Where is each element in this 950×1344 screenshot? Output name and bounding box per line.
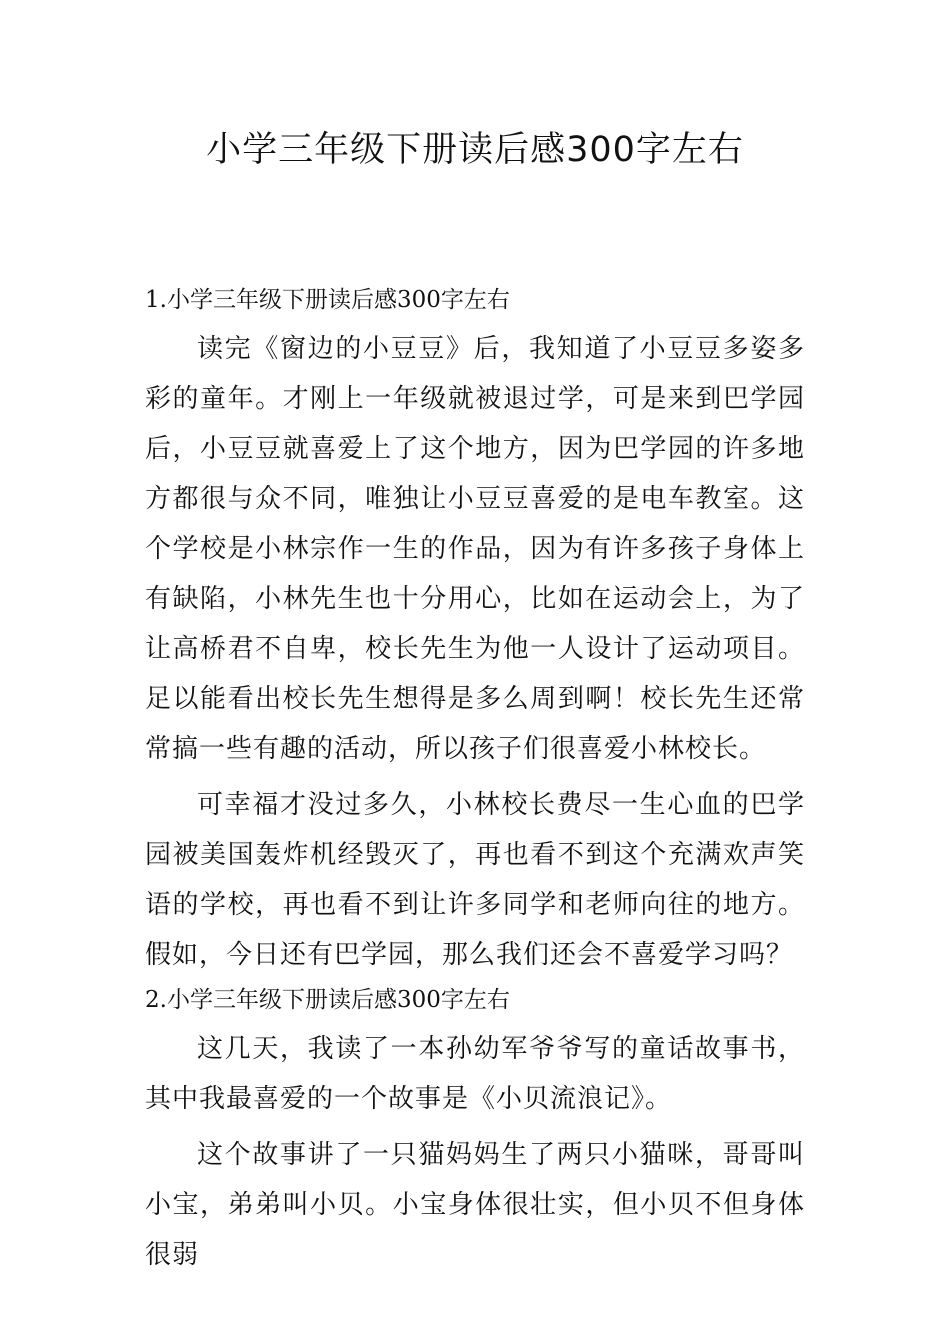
document-title: 小学三年级下册读后感300字左右 <box>206 130 744 170</box>
section-heading: 2.小学三年级下册读后感300字左右 <box>145 987 510 1013</box>
document-body <box>145 280 805 1280</box>
paragraph: 这个故事讲了一只猫妈妈生了两只小猫咪，哥哥叫小宝，弟弟叫小贝。小宝身体很壮实，但小贝不但身体很弱 <box>145 1140 805 1270</box>
paragraph: 可幸福才没过多久，小林校长费尽一生心血的巴学园被美国轰炸机经毁灭了，再也看不到这个充满欢声笑语的学校，再也看不到让许多同学和老师向往的地方。假如，今日还有巴学园，那么我们还会不喜爱学习吗？ <box>145 790 805 970</box>
section-2 <box>145 980 805 1280</box>
paragraph: 读完《窗边的小豆豆》后，我知道了小豆豆多姿多彩的童年。才刚上一年级就被退过学，可是来到巴学园后，小豆豆就喜爱上了这个地方，因为巴学园的许多地方都很与众不同，唯独让小豆豆喜爱的是电车教室。这个学校是小林宗作一生的作品，因为有许多孩子身体上有缺陷，小林先生也十分用心，比如在运动会上，为了让高桥君不自卑，校长先生为他一人设计了运动项目。足以能看出校长先生想得是多么周到啊！校长先生还常常搞一些有趣的活动，所以孩子们很喜爱小林校长。 <box>145 334 805 764</box>
paragraph: 这几天，我读了一本孙幼军爷爷写的童话故事书，其中我最喜爱的一个故事是《小贝流浪记》。 <box>145 1034 805 1114</box>
section-heading: 1.小学三年级下册读后感300字左右 <box>145 287 510 313</box>
section-1 <box>145 280 805 980</box>
